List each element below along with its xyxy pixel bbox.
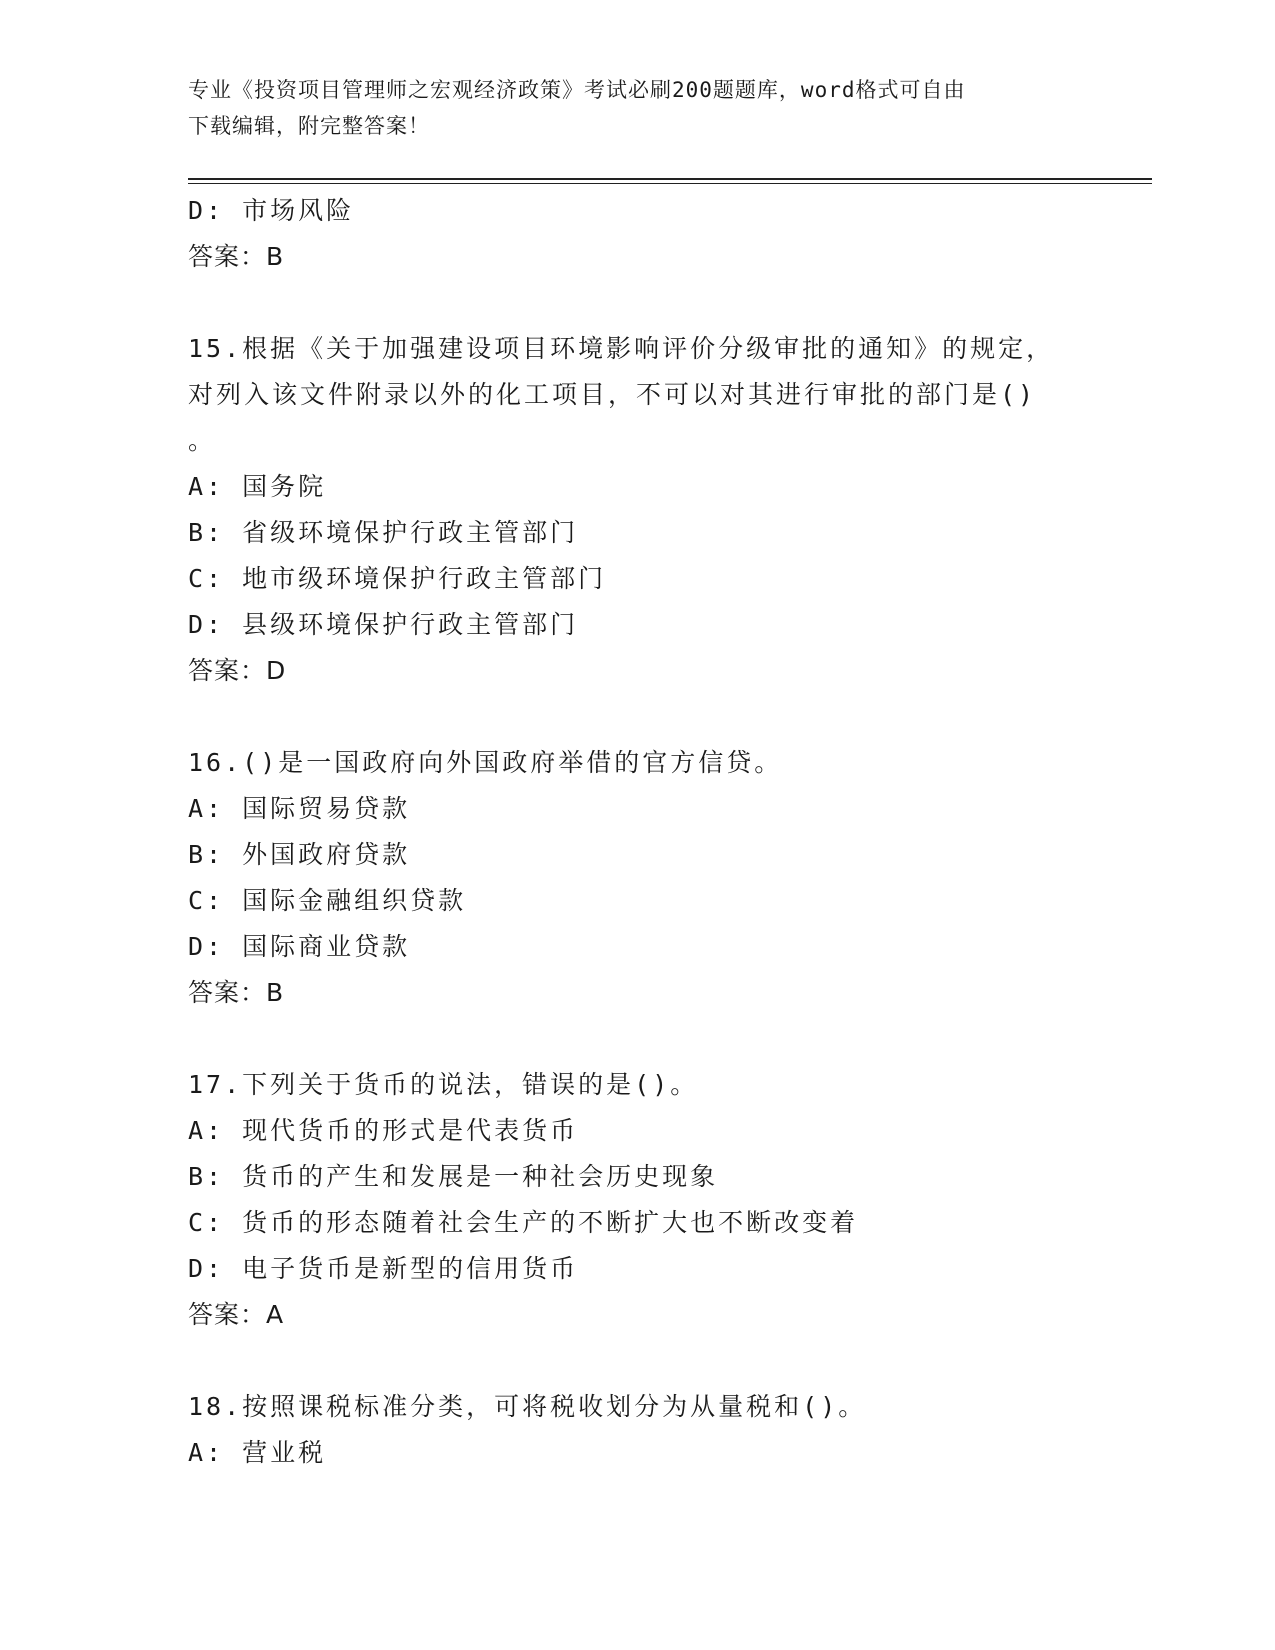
option-c: C: 地市级环境保护行政主管部门 — [188, 564, 607, 593]
spacer — [188, 1338, 1088, 1384]
option-d: D: 国际商业贷款 — [188, 932, 411, 961]
option-d: D: 县级环境保护行政主管部门 — [188, 610, 579, 639]
spacer — [188, 280, 1088, 326]
question-17 — [188, 1062, 1088, 1338]
question-18 — [188, 1384, 1088, 1476]
prev-option-d: D: 市场风险 — [188, 196, 355, 225]
option-c: C: 国际金融组织贷款 — [188, 886, 467, 915]
document-body — [188, 188, 1088, 1476]
question-15 — [188, 326, 1088, 694]
header-divider-thin — [188, 183, 1152, 184]
spacer — [188, 694, 1088, 740]
question-stem: 16.()是一国政府向外国政府举借的官方信贷。 — [188, 748, 783, 777]
question-stem: 对列入该文件附录以外的化工项目，不可以对其进行审批的部门是() — [188, 380, 1037, 409]
answer: 答案：D — [188, 656, 287, 685]
question-stem: 18.按照课税标准分类，可将税收划分为从量税和()。 — [188, 1392, 867, 1421]
option-c: C: 货币的形态随着社会生产的不断扩大也不断改变着 — [188, 1208, 859, 1237]
option-a: A: 国务院 — [188, 472, 327, 501]
option-a: A: 国际贸易贷款 — [188, 794, 411, 823]
question-16 — [188, 740, 1088, 1016]
header-line-1: 专业《投资项目管理师之宏观经济政策》考试必刷200题题库，word格式可自由 — [188, 78, 966, 102]
option-a: A: 营业税 — [188, 1438, 327, 1467]
option-b: B: 外国政府贷款 — [188, 840, 411, 869]
prev-answer: 答案：B — [188, 242, 285, 271]
answer: 答案：A — [188, 1300, 285, 1329]
header-divider-thick — [188, 178, 1152, 180]
header-line-2: 下载编辑，附完整答案！ — [188, 114, 430, 138]
option-a: A: 现代货币的形式是代表货币 — [188, 1116, 579, 1145]
answer: 答案：B — [188, 978, 285, 1007]
question-stem: 17.下列关于货币的说法，错误的是()。 — [188, 1070, 699, 1099]
option-b: B: 省级环境保护行政主管部门 — [188, 518, 579, 547]
document-header — [188, 72, 1068, 144]
question-stem: 。 — [188, 426, 217, 455]
option-d: D: 电子货币是新型的信用货币 — [188, 1254, 579, 1283]
option-b: B: 货币的产生和发展是一种社会历史现象 — [188, 1162, 719, 1191]
spacer — [188, 1016, 1088, 1062]
question-stem: 15.根据《关于加强建设项目环境影响评价分级审批的通知》的规定， — [188, 334, 1055, 363]
